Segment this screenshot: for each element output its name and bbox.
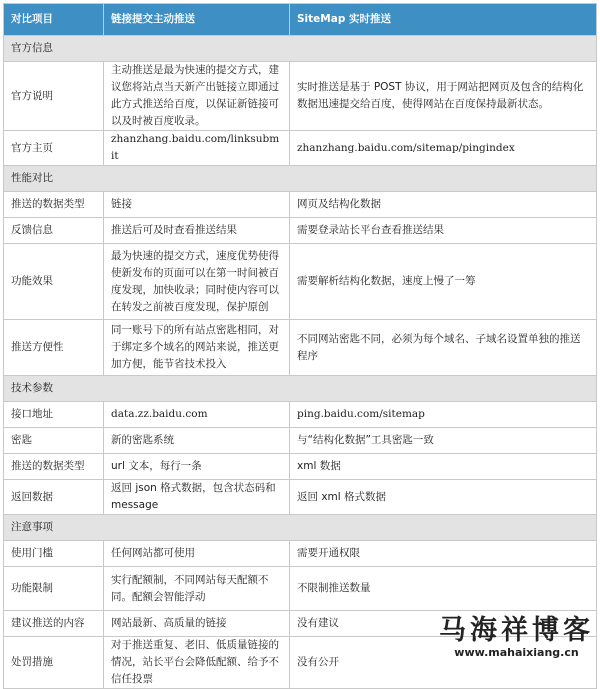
section-row	[4, 515, 597, 541]
header-col-sitemap-push: SiteMap 实时推送	[290, 4, 597, 36]
sitemap-push-cell: 没有建议	[290, 611, 597, 637]
sitemap-push-cell: 没有公开	[290, 637, 597, 689]
row-label: 功能效果	[4, 244, 104, 320]
header-col-active-push: 链接提交主动推送	[104, 4, 290, 36]
row-label: 返回数据	[4, 480, 104, 515]
active-push-cell: 网站最新、高质量的链接	[104, 611, 290, 637]
sitemap-push-cell: 不同网站密匙不同，必须为每个域名、子域名设置单独的推送程序	[290, 320, 597, 376]
table-row	[4, 192, 597, 218]
row-label: 官方说明	[4, 62, 104, 131]
section-row	[4, 376, 597, 402]
sitemap-push-cell: 需要登录站长平台查看推送结果	[290, 218, 597, 244]
row-label: 建议推送的内容	[4, 611, 104, 637]
active-push-cell: 新的密匙系统	[104, 428, 290, 454]
watermark-url: www.mahaixiang.cn	[454, 646, 579, 659]
row-label: 反馈信息	[4, 218, 104, 244]
sitemap-push-cell: 与“结构化数据”工具密匙一致	[290, 428, 597, 454]
watermark-title: 马海祥博客	[439, 615, 594, 646]
sitemap-push-cell: zhanzhang.baidu.com/sitemap/pingindex	[290, 131, 597, 166]
section-row	[4, 166, 597, 192]
row-label: 密匙	[4, 428, 104, 454]
header-col-item: 对比项目	[4, 4, 104, 36]
row-label: 处罚措施	[4, 637, 104, 689]
table-row	[4, 244, 597, 320]
table-row	[4, 320, 597, 376]
section-title: 官方信息	[4, 36, 597, 62]
active-push-cell: 链接	[104, 192, 290, 218]
table-row	[4, 402, 597, 428]
row-label: 推送方便性	[4, 320, 104, 376]
table-row	[4, 454, 597, 480]
active-push-cell: 实行配额制，不同网站每天配额不同。配额会智能浮动	[104, 567, 290, 611]
sitemap-push-cell: xml 数据	[290, 454, 597, 480]
watermark	[439, 616, 594, 659]
section-title: 技术参数	[4, 376, 597, 402]
table-row	[4, 480, 597, 515]
active-push-cell: 主动推送是最为快速的提交方式，建议您将站点当天新产出链接立即通过此方式推送给百度，以保证新链接可以及时被百度收录。	[104, 62, 290, 131]
row-label: 使用门槛	[4, 541, 104, 567]
comparison-table	[3, 3, 597, 689]
table-row	[4, 428, 597, 454]
sitemap-push-cell: 需要开通权限	[290, 541, 597, 567]
table-row	[4, 131, 597, 166]
sitemap-push-cell: 返回 xml 格式数据	[290, 480, 597, 515]
row-label: 功能限制	[4, 567, 104, 611]
sitemap-push-cell: ping.baidu.com/sitemap	[290, 402, 597, 428]
row-label: 官方主页	[4, 131, 104, 166]
active-push-cell: url 文本，每行一条	[104, 454, 290, 480]
active-push-cell: 对于推送重复、老旧、低质量链接的情况，站长平台会降低配额、给予不信任投票	[104, 637, 290, 689]
section-title: 性能对比	[4, 166, 597, 192]
sitemap-push-cell: 需要解析结构化数据，速度上慢了一筹	[290, 244, 597, 320]
table-row	[4, 541, 597, 567]
table-row	[4, 218, 597, 244]
active-push-cell: 同一账号下的所有站点密匙相同，对于绑定多个域名的网站来说，推送更加方便，能节省技术投入	[104, 320, 290, 376]
active-push-cell: 推送后可及时查看推送结果	[104, 218, 290, 244]
row-label: 推送的数据类型	[4, 454, 104, 480]
active-push-cell: 返回 json 格式数据，包含状态码和 message	[104, 480, 290, 515]
active-push-cell: 最为快速的提交方式，速度优势使得使新发布的页面可以在第一时间被百度发现，加快收录；同时使内容可以在转发之前被百度发现，保护原创	[104, 244, 290, 320]
sitemap-push-cell: 实时推送是基于 POST 协议，用于网站把网页及包含的结构化数据迅速提交给百度，使得网站在百度保持最新状态。	[290, 62, 597, 131]
sitemap-push-cell: 网页及结构化数据	[290, 192, 597, 218]
active-push-cell: zhanzhang.baidu.com/linksubmit	[104, 131, 290, 166]
table-row	[4, 62, 597, 131]
table-row	[4, 567, 597, 611]
row-label: 接口地址	[4, 402, 104, 428]
active-push-cell: data.zz.baidu.com	[104, 402, 290, 428]
section-row	[4, 36, 597, 62]
active-push-cell: 任何网站都可使用	[104, 541, 290, 567]
sitemap-push-cell: 不限制推送数量	[290, 567, 597, 611]
header-row	[4, 4, 597, 36]
section-title: 注意事项	[4, 515, 597, 541]
row-label: 推送的数据类型	[4, 192, 104, 218]
